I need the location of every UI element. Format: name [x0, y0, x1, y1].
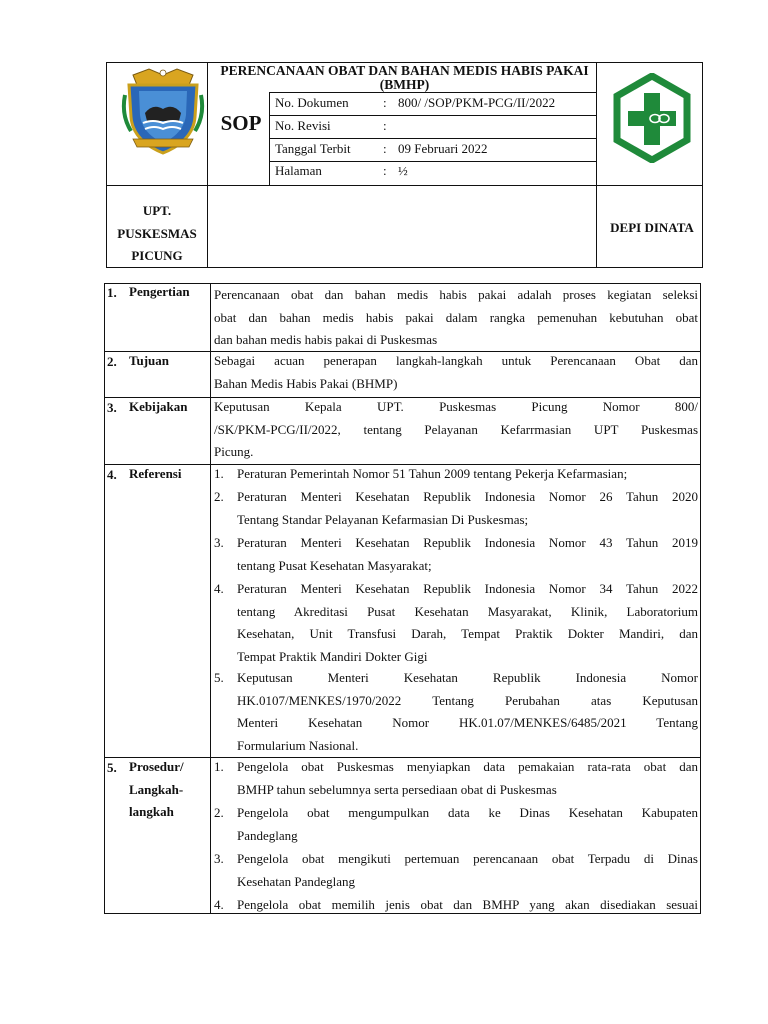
section-label-pengertian: Pengertian	[129, 284, 190, 299]
text-line: Menteri Kesehatan Nomor HK.01.07/MENKES/6485/2021 Tentang	[237, 715, 698, 730]
meta-label-document-number: No. Dokumen	[275, 95, 349, 110]
header-divider	[207, 63, 208, 267]
unit-name	[107, 200, 207, 268]
text-line: /SK/PKM-PCG/II/2022, tentang Pelayanan Kefarrmasian UPT Puskesmas	[214, 421, 698, 437]
section-text-kebijakan	[214, 396, 698, 464]
text-line: Kesehatan, Unit Transfusi Darah, Tempat Praktik Dokter Mandiri, dan	[237, 626, 698, 641]
section-label-tujuan: Tujuan	[129, 353, 169, 368]
text-line: tentang Pusat Kesehatan Masyarakat;	[237, 557, 432, 573]
header-divider	[107, 185, 702, 186]
signer-name: DEPI DINATA	[610, 220, 694, 235]
item-number: 4.	[214, 581, 224, 596]
meta-value-document-number: 800/ /SOP/PKM-PCG/II/2022	[398, 95, 556, 110]
header-divider	[269, 92, 596, 93]
text-line: Pengelola obat mengikuti pertemuan perencanaan obat Terpadu di Dinas	[237, 851, 698, 866]
sop-content-table	[104, 283, 701, 914]
text-line: Picung.	[214, 444, 254, 459]
text-line: Bahan Medis Habis Pakai (BHMP)	[214, 375, 398, 391]
meta-colon: :	[383, 118, 387, 133]
section-label-kebijakan: Kebijakan	[129, 399, 188, 414]
text-line: Perencanaan obat dan bahan medis habis pakai adalah proses kegiatan seleksi	[214, 287, 698, 302]
section-text-tujuan	[214, 350, 698, 395]
text-line: tentang Akreditasi Pusat Kesehatan Masyarakat, Klinik, Laboratorium	[237, 603, 698, 619]
text-line: Tentang Standar Pelayanan Kefarmasian Di Puskesmas;	[237, 511, 529, 527]
item-number: 2.	[214, 805, 224, 820]
text-line: HK.0107/MENKES/1970/2022 Tentang Perubahan atas Keputusan	[237, 692, 698, 708]
text-line: obat dan bahan medis habis pakai dalam rangka pemenuhan kebutuhan obat	[214, 309, 698, 325]
text-line: Pandeglang	[237, 827, 298, 843]
text-line: Sebagai acuan penerapan langkah-langkah untuk Perencanaan Obat dan	[214, 353, 698, 368]
text-line: Pengelola obat memilih jenis obat dan BMHP yang akan disediakan sesuai	[237, 897, 698, 912]
text-line: Keputusan Kepala UPT. Puskesmas Picung Nomor 800/	[214, 399, 698, 414]
section-label-prosedur	[129, 756, 184, 824]
unit-line: PUSKESMAS	[117, 225, 197, 241]
label-line: langkah	[129, 804, 174, 819]
section-number: 4.	[107, 467, 117, 482]
text-line: Peraturan Pemerintah Nomor 51 Tahun 2009 tentang Pekerja Kefarmasian;	[237, 466, 628, 481]
label-line: Langkah-	[129, 781, 184, 797]
text-line: Formularium Nasional.	[237, 737, 359, 753]
unit-line: PICUNG	[131, 248, 183, 263]
text-line: Peraturan Menteri Kesehatan Republik Indonesia Nomor 43 Tahun 2019	[237, 535, 698, 550]
meta-colon: :	[383, 163, 387, 178]
section-text-pengertian	[214, 284, 698, 352]
unit-line: UPT.	[142, 203, 172, 218]
header-divider	[269, 161, 596, 162]
text-line: Keputusan Menteri Kesehatan Republik Indonesia Nomor	[237, 670, 698, 685]
text-line: Pengelola obat Puskesmas menyiapkan data pemakaian rata-rata obat dan	[237, 759, 698, 774]
text-line: Peraturan Menteri Kesehatan Republik Indonesia Nomor 26 Tahun 2020	[237, 489, 698, 504]
meta-label-page: Halaman	[275, 163, 322, 178]
section-number: 2.	[107, 354, 117, 369]
text-line: Peraturan Menteri Kesehatan Republik Indonesia Nomor 34 Tahun 2022	[237, 581, 698, 596]
item-number: 1.	[214, 759, 224, 774]
text-line: Pengelola obat mengumpulkan data ke Dinas Kesehatan Kabupaten	[237, 805, 698, 820]
item-number: 2.	[214, 489, 224, 504]
label-line: Prosedur/	[129, 759, 184, 774]
section-label-referensi: Referensi	[129, 466, 182, 481]
sop-label: SOP	[220, 111, 262, 135]
item-number: 3.	[214, 851, 224, 866]
header-divider	[269, 115, 596, 116]
meta-value-page: ½	[398, 163, 408, 178]
text-line: dan bahan medis habis pakai di Puskesmas	[214, 332, 438, 347]
header-divider	[269, 138, 596, 139]
meta-label-issue-date: Tanggal Terbit	[275, 141, 351, 156]
header-divider	[596, 63, 597, 267]
regional-emblem-icon	[119, 65, 207, 157]
section-number: 3.	[107, 400, 117, 415]
item-number: 5.	[214, 670, 224, 685]
item-number: 4.	[214, 897, 224, 912]
meta-colon: :	[383, 95, 387, 110]
table-divider	[210, 284, 211, 913]
sop-header	[106, 62, 703, 268]
meta-colon: :	[383, 141, 387, 156]
meta-label-revision: No. Revisi	[275, 118, 331, 133]
document-title: PERENCANAAN OBAT DAN BAHAN MEDIS HABIS PAKAI (BMHP)	[220, 63, 589, 92]
meta-value-issue-date: 09 Februari 2022	[398, 141, 488, 156]
puskesmas-logo-icon	[613, 73, 691, 163]
text-line: Kesehatan Pandeglang	[237, 873, 356, 889]
item-number: 3.	[214, 535, 224, 550]
item-number: 1.	[214, 466, 224, 481]
section-number: 5.	[107, 760, 117, 775]
text-line: Tempat Praktik Mandiri Dokter Gigi	[237, 648, 428, 664]
text-line: BMHP tahun sebelumnya serta persediaan obat di Puskesmas	[237, 781, 557, 797]
section-number: 1.	[107, 285, 117, 300]
